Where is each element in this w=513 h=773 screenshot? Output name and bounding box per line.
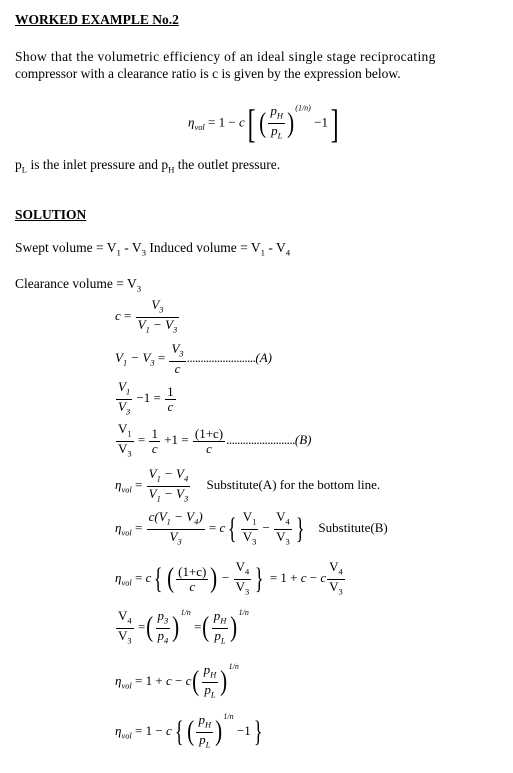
substitute-b-note: Substitute(B): [318, 520, 388, 536]
problem-statement: [15, 48, 436, 82]
problem-line-2: compressor with a clearance ratio is c is given by the expression below.: [15, 66, 401, 81]
substitute-a-note: Substitute(A) for the bottom line.: [206, 477, 381, 493]
clearance-volume-line: Clearance volume = $V_3$: [15, 276, 142, 294]
given-equation: $\eta_{vol} = 1 - c$[ ( $\frac{p_H}{p_L}$ )$^{(1/n)}$ −1]: [188, 101, 339, 146]
equation-efficiency-final: $\eta_{vol} = 1 - c${ ( $\frac{p_H}{p_L}$ )$^{1/n}$ −1}: [115, 711, 263, 750]
equation-polytropic: $\frac{V_4}{V_3}$ =( $\frac{p_3}{p_4}$ )$^{1/n}$ =( $\frac{p_H}{p_L}$ )$^{1/n}$: [118, 607, 249, 646]
equation-efficiency-def: $\eta_{vol}$ = $\frac{V_1 - V_4}{V_1 - V_3}$ Substitute(A) for the bottom line.: [115, 466, 381, 504]
equation-b: $\frac{V_1}{V_3}$ = $\frac{1}{c}$ +1 = $\frac{(1+c)}{c}$ .........................(B): [118, 421, 312, 459]
equation-clearance-ratio: c = $\frac{V_3}{V_1 - V_3}$: [115, 297, 178, 335]
solution-heading: SOLUTION: [15, 207, 87, 222]
problem-line-1: Show that the volumetric efficiency of an ideal single stage reciprocating: [15, 49, 436, 64]
equation-a: $V_1 - V_3$ = $\frac{V_3}{c}$ .........................(A): [115, 341, 272, 376]
swept-volume-line: Swept volume = $V_1 - V_3$ Induced volume = $V_1 - V_4$: [15, 240, 291, 258]
equation-efficiency-sub-a: $\eta_{vol}$ = $\frac{c(V_1 - V_4)}{V_3}$ = c{ $\frac{V_1}{V_3}$ − $\frac{V_4}{V_3}$ } Substitute(B): [115, 509, 388, 547]
equation-efficiency-expanded: $\eta_{vol} = 1 + c - c$( $\frac{p_H}{p_L}$ )$^{1/n}$: [115, 661, 239, 700]
pressure-note: $p_L$ is the inlet pressure and $p_H$ the outlet pressure.: [15, 157, 281, 175]
page-title: WORKED EXAMPLE No.2: [15, 12, 179, 27]
equation-ratio: $\frac{V_1}{V_3}$ −1 = $\frac{1}{c}$: [118, 379, 174, 417]
equation-efficiency-sub-b: $\eta_{vol} = c${ ( $\frac{(1+c)}{c}$ ) − $\frac{V_4}{V_3}$ } = 1 + c − c $\frac{V_4}{V_3}$: [115, 559, 343, 597]
